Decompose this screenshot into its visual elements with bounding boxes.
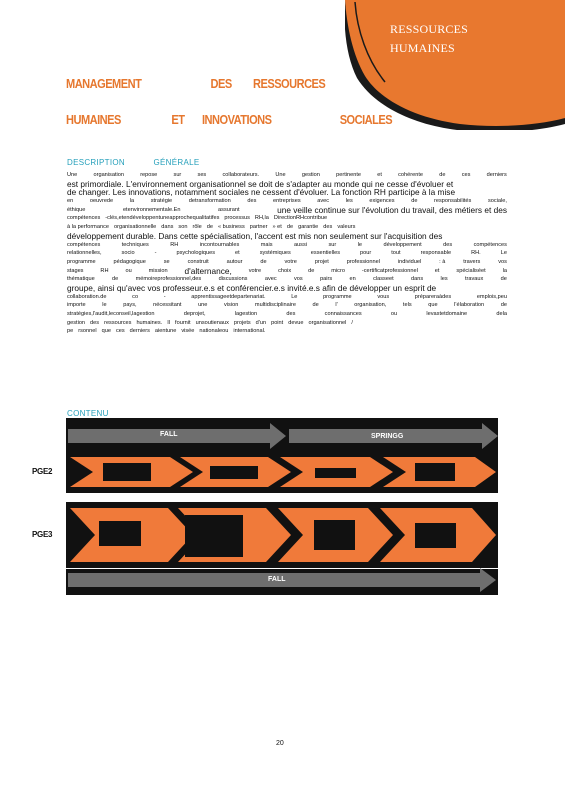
- body-word: devue: [288, 319, 304, 326]
- body-word: micro: [331, 267, 345, 274]
- corner-label-line1: RESSOURCES: [390, 22, 469, 36]
- section-heading-contenu: CONTENU: [67, 409, 109, 418]
- body-word: spécialiséet: [456, 267, 486, 274]
- body-word: de: [411, 198, 418, 205]
- body-word: pairs: [320, 276, 333, 283]
- body-word: partner: [249, 224, 268, 231]
- body-word: les: [345, 198, 353, 205]
- body-word: organisation,: [354, 302, 387, 309]
- body-word: de: [312, 302, 319, 309]
- body-word: ou: [125, 267, 132, 274]
- row2-block-3: [314, 520, 355, 550]
- body-word: le: [102, 302, 107, 309]
- body-word: nationaleou: [199, 328, 229, 335]
- body-word: derniers: [486, 172, 507, 178]
- body-word: votre: [248, 267, 262, 274]
- body-word: deprojet,: [183, 311, 206, 317]
- row1-block-4: [415, 463, 455, 481]
- body-word: responsable: [420, 250, 452, 257]
- body-word: vision: [224, 302, 239, 309]
- body-word: « business: [218, 224, 245, 231]
- body-word: des: [90, 319, 100, 326]
- body-word: classeet: [373, 276, 394, 283]
- body-word: et: [434, 267, 440, 274]
- row2-block-2: [185, 515, 243, 557]
- body-word: essentielles: [310, 250, 341, 257]
- body-word: vous: [377, 293, 390, 300]
- body-word: votre: [284, 258, 297, 265]
- corner-label-line2: HUMAINES: [390, 41, 455, 55]
- body-word: collaboration.de: [67, 293, 107, 300]
- body-word: pour: [360, 250, 372, 257]
- body-word: importe: [67, 302, 86, 309]
- body-word: systémiques: [259, 250, 291, 257]
- body-word: individuel: [397, 258, 422, 265]
- body-word: ces: [461, 172, 471, 178]
- body-word: Le: [291, 293, 298, 300]
- body-word: point: [271, 319, 284, 326]
- body-word: à la performance: [67, 224, 109, 231]
- body-word: processus: [224, 215, 250, 222]
- body-word: techniques: [121, 241, 149, 248]
- body-word: travaux: [464, 276, 484, 283]
- body-word: de changer. Les innovations, notamment sociales ne cessent d'évoluer. La fonction RH participe à la mise: [67, 187, 456, 198]
- body-word: des: [323, 224, 333, 231]
- body-word: socio: [121, 250, 135, 257]
- body-word: discussions: [218, 276, 248, 283]
- title-word: MANAGEMENT: [66, 76, 142, 91]
- body-word: pédagogique: [113, 258, 146, 265]
- body-word: pe: [67, 328, 74, 335]
- body-word: -: [163, 293, 166, 300]
- body-word: travers: [463, 258, 481, 265]
- body-word: organisationnelle: [113, 224, 157, 231]
- body-word: stages: [67, 267, 84, 274]
- body-word: la: [129, 198, 135, 205]
- body-word: rsonnel: [78, 328, 97, 335]
- title-word: DES: [210, 76, 232, 91]
- body-word: l'élaboration: [454, 302, 485, 309]
- body-word: de: [500, 276, 507, 283]
- body-word: professionnel: [346, 258, 380, 265]
- body-word: incontournables: [199, 241, 240, 248]
- body-word: detransformation: [188, 198, 231, 205]
- body-word: avec: [264, 276, 277, 283]
- fall-label-top: FALL: [160, 431, 178, 438]
- body-word: sociale,: [487, 198, 507, 205]
- title-word: SOCIALES: [339, 112, 393, 127]
- body-word: mais: [260, 241, 273, 248]
- body-word: fournit: [175, 319, 191, 326]
- body-word: oeuvrede: [89, 198, 114, 205]
- body-word: etenvironnementale.En: [122, 206, 181, 213]
- body-word: le: [357, 241, 363, 248]
- body-word: visée: [181, 328, 195, 335]
- body-word: aientune: [154, 328, 177, 335]
- body-word: ou: [390, 311, 398, 317]
- body-word: éthique: [67, 206, 86, 213]
- body-word: des: [247, 198, 257, 205]
- body-word: ressources: [104, 319, 132, 326]
- body-word: multidisciplinaire: [254, 302, 296, 309]
- body-word: -: [154, 250, 157, 257]
- row1-block-3: [315, 468, 356, 478]
- body-word: levastetdomaine: [426, 311, 468, 317]
- body-word: dans: [410, 276, 424, 283]
- body-word: son: [178, 224, 188, 231]
- body-phrase: une veille continue sur l'évolution du travail, des métiers et des: [277, 204, 507, 215]
- body-word: programme: [67, 258, 96, 265]
- body-word: que: [101, 328, 111, 335]
- body-word: mémoireprofessionnel,des: [135, 276, 202, 283]
- body-word: humaines.: [136, 319, 163, 326]
- body-word: groupe, ainsi qu'avec vos professeur.e.s et conférencier.e.s invité.e.s afin de développer un esprit de: [67, 282, 437, 293]
- body-word: et: [235, 250, 240, 257]
- body-word: projets: [233, 319, 251, 326]
- body-word: vos: [498, 258, 507, 265]
- body-word: dans: [161, 224, 174, 231]
- body-word: construit: [187, 258, 209, 265]
- row1-block-1: [103, 463, 151, 481]
- body-word: mission: [148, 267, 168, 274]
- body-word: apprentissageetdepartenariat.: [191, 293, 266, 300]
- body-word: tels: [402, 302, 412, 309]
- body-word: gestion: [67, 319, 86, 326]
- body-word: Il: [167, 319, 171, 326]
- body-word: » et: [272, 224, 282, 231]
- body-word: : à: [439, 258, 446, 265]
- body-word: autour: [226, 258, 243, 265]
- body-word: RH,la: [254, 215, 269, 222]
- body-word: une: [198, 302, 208, 309]
- body-word: de: [260, 258, 267, 265]
- body-word: que: [428, 302, 438, 309]
- body-word: la: [502, 267, 507, 274]
- body-word: emplois,peu: [476, 293, 507, 300]
- body-word: de: [286, 224, 294, 231]
- body-word: /: [351, 319, 353, 326]
- row2-block-1: [99, 521, 141, 546]
- body-word: assurant: [218, 206, 240, 213]
- row2-block-4: [415, 523, 456, 548]
- body-word: organisation: [93, 172, 124, 178]
- body-word: pertinente: [336, 172, 362, 178]
- title-word: HUMAINES: [66, 112, 121, 127]
- body-word: sur: [328, 241, 337, 248]
- body-word: collaborateurs.: [222, 172, 260, 178]
- body-word: programme: [323, 293, 352, 300]
- body-word: les: [440, 276, 448, 283]
- body-word: -certificatprofessionnel: [361, 267, 418, 274]
- body-word: stratégies,l'audit,leconseil,lagestion: [67, 311, 155, 317]
- body-word: Une: [67, 172, 78, 178]
- title-word: RESSOURCES: [253, 76, 326, 91]
- body-word: entreprises: [272, 198, 301, 205]
- body-word: Une: [275, 172, 286, 178]
- body-word: -clés,etendéveloppentuneapprochequalitatifes: [105, 215, 220, 222]
- body-word: relationnelles,: [67, 250, 102, 257]
- body-word: RH: [100, 267, 109, 274]
- body-word: responsabilités: [434, 198, 472, 205]
- body-word: projet: [314, 258, 329, 265]
- fall-label-bottom: FALL: [268, 576, 286, 583]
- body-word: aussi: [293, 241, 307, 248]
- body-word: cohérente: [398, 172, 424, 178]
- body-word: de: [500, 302, 507, 309]
- body-word: RH: [170, 241, 179, 248]
- body-word: ces: [115, 328, 125, 335]
- body-word: des: [286, 311, 296, 317]
- body-word: avec: [317, 198, 330, 205]
- body-word: derniers: [129, 328, 150, 335]
- spring-label-top: SPRINGG: [371, 433, 404, 440]
- heading-word: GÉNÉRALE: [153, 158, 200, 167]
- body-word: se: [163, 258, 170, 265]
- body-word: DirectionRHcontribue: [273, 215, 328, 222]
- row-label-pge3: PGE3: [32, 530, 53, 539]
- body-word: de: [439, 172, 446, 178]
- body-word: des: [443, 241, 453, 248]
- body-word: thématique: [67, 276, 95, 283]
- page-number: 20: [276, 740, 284, 747]
- body-phrase: d'alternance,: [184, 265, 232, 276]
- body-word: et: [377, 172, 382, 178]
- row-label-pge2: PGE2: [32, 467, 53, 476]
- body-word: garantie: [298, 224, 319, 231]
- body-word: unsoutienaux: [195, 319, 229, 326]
- body-word: nécessitant: [153, 302, 182, 309]
- heading-word: DESCRIPTION: [67, 158, 125, 167]
- body-word: gestion: [301, 172, 320, 178]
- body-word: choix: [278, 267, 292, 274]
- body-word: compétences: [473, 241, 507, 248]
- body-word: rôle: [192, 224, 202, 231]
- body-word: de: [308, 267, 315, 274]
- body-word: repose: [140, 172, 158, 178]
- row1-block-2: [210, 466, 258, 479]
- body-word: développement durable. Dans cette spécialisation, l'accent est mis non seulement sur l'acquisition des: [67, 230, 443, 241]
- body-word: développement: [383, 241, 422, 248]
- title-word: INNOVATIONS: [202, 112, 272, 127]
- body-word: exigences: [369, 198, 395, 205]
- body-word: Le: [500, 250, 507, 257]
- body-word: ses: [197, 172, 207, 178]
- body-word: organisationnel: [308, 319, 347, 326]
- body-word: connaissances: [324, 311, 362, 317]
- body-word: stratégie: [150, 198, 173, 205]
- body-word: psychologiques: [176, 250, 216, 257]
- body-word: vos: [294, 276, 303, 283]
- body-word: RH.: [471, 250, 481, 257]
- body-word: compétences: [67, 215, 101, 222]
- body-word: pays,: [123, 302, 137, 309]
- body-word: valeurs: [337, 224, 356, 231]
- body-word: est primordiale. L'environnement organisationnel se doit de s'adapter au monde qui ne cesse d'évoluer et: [67, 178, 454, 189]
- body-word: compétences: [67, 241, 101, 248]
- body-word: tout: [391, 250, 401, 257]
- body-word: de: [206, 224, 214, 231]
- body-word: d'un: [255, 319, 267, 326]
- body-word: de: [112, 276, 119, 283]
- body-word: prépareraàdes: [414, 293, 452, 300]
- title-word: ET: [171, 112, 185, 127]
- body-word: en: [349, 276, 356, 283]
- body-word: co: [132, 293, 139, 300]
- body-word: dela: [496, 311, 507, 317]
- body-word: sur: [173, 172, 182, 178]
- body-word: en: [67, 198, 74, 205]
- body-word: lagestion: [234, 311, 258, 317]
- body-word: international.: [233, 328, 266, 335]
- body-word: l': [335, 302, 338, 309]
